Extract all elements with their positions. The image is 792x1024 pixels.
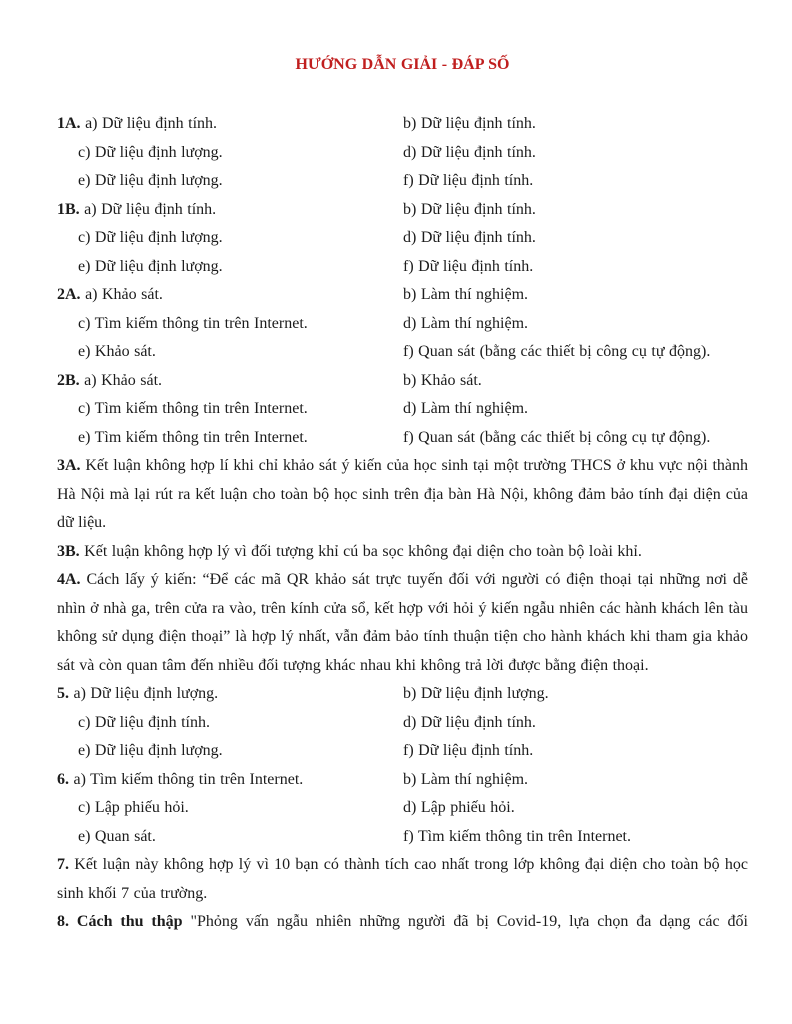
answer-item-left: [57, 680, 403, 709]
answer-text: e) Quan sát.: [78, 827, 156, 845]
answer-item-left: [57, 139, 403, 168]
section-label: 3B.: [57, 542, 80, 560]
answer-item-right: [403, 709, 748, 738]
section-label: 1A.: [57, 115, 81, 132]
answer-item-left: [57, 310, 403, 339]
answer-item-right: [403, 167, 748, 196]
answer-row: [57, 253, 748, 282]
answer-text: c) Lập phiếu hỏi.: [78, 799, 189, 816]
paragraph-text: Kết luận không hợp lí khi chỉ khảo sát ý kiến của học sinh tại một trường THCS ở khu vực nội thành Hà Nội mà lại rút ra kết luận cho toàn bộ học sinh trên địa bàn Hà Nội, không đảm bảo tính đại diện của dữ liệu.: [57, 457, 749, 531]
answer-item-right: [403, 281, 748, 310]
answer-row: [57, 395, 748, 424]
answer-text: d) Lập phiếu hỏi.: [403, 799, 515, 816]
answer-item-left: [57, 794, 403, 823]
answer-text: f) Tìm kiếm thông tin trên Internet.: [403, 827, 631, 845]
answer-row: [57, 281, 748, 310]
answer-item-right: [403, 338, 748, 367]
answer-item-right: [403, 737, 748, 766]
answer-item-right: [403, 395, 748, 424]
answer-row: [57, 766, 748, 795]
answer-text: d) Dữ liệu định tính.: [403, 229, 536, 246]
section-label: 5.: [57, 685, 69, 702]
answer-row: [57, 310, 748, 339]
answer-text: b) Làm thí nghiệm.: [403, 286, 529, 303]
answer-row: [57, 737, 748, 766]
answer-item-right: [403, 196, 748, 225]
answer-item-right: [403, 424, 748, 453]
answer-text: b) Dữ liệu định tính.: [403, 200, 536, 218]
answer-text: b) Dữ liệu định tính.: [403, 115, 536, 132]
answer-text: b) Khảo sát.: [403, 371, 482, 389]
answer-text: a) Dữ liệu định lượng.: [73, 685, 219, 702]
answer-item-left: [57, 395, 403, 424]
answer-row: [57, 139, 748, 168]
answer-item-left: [57, 823, 403, 852]
answer-item-left: [57, 766, 403, 795]
section-label: 7.: [57, 856, 69, 873]
answer-text: c) Tìm kiếm thông tin trên Internet.: [78, 314, 308, 332]
answer-text: e) Dữ liệu định lượng.: [78, 172, 223, 189]
answer-text: d) Dữ liệu định tính.: [403, 143, 536, 161]
answer-item-right: [403, 766, 748, 795]
answer-item-right: [403, 110, 748, 139]
answer-text: a) Dữ liệu định tính.: [84, 200, 217, 218]
answer-item-left: [57, 224, 403, 253]
answer-item-left: [57, 737, 403, 766]
answer-item-right: [403, 139, 748, 168]
answer-item-right: [403, 367, 748, 396]
answer-content: [57, 110, 748, 937]
answer-text: b) Làm thí nghiệm.: [403, 770, 529, 788]
answer-row: [57, 110, 748, 139]
answer-text: d) Dữ liệu định tính.: [403, 713, 536, 731]
answer-text: d) Làm thí nghiệm.: [403, 314, 529, 332]
answer-item-left: [57, 167, 403, 196]
answer-item-left: [57, 424, 403, 453]
paragraph-text: Cách lấy ý kiến: “Để các mã QR khảo sát trực tuyến đối với người có điện thoại tại những nơi dễ nhìn ở nhà ga, trên cửa ra vào, trên kính cửa sổ, kết hợp với hỏi ý kiến ngẫu nhiên các hành khách lên tàu không sử dụng điện thoại” là hợp lý nhất, vẫn đảm bảo tính thuận tiện cho hành khách khi tham gia khảo sát và còn quan tâm đến nhiều đối tượng khác nhau khi không trả lời được bằng điện thoại.: [57, 571, 749, 674]
answer-item-right: [403, 253, 748, 282]
answer-text: a) Dữ liệu định tính.: [85, 115, 218, 132]
answer-item-left: [57, 110, 403, 139]
answer-text: c) Dữ liệu định lượng.: [78, 229, 223, 246]
answer-paragraph: [57, 538, 748, 567]
section-label: 2A.: [57, 286, 81, 303]
section-label: 3A.: [57, 457, 81, 474]
answer-paragraph: [57, 908, 748, 937]
answer-row: [57, 680, 748, 709]
answer-item-right: [403, 794, 748, 823]
answer-item-left: [57, 367, 403, 396]
answer-item-left: [57, 338, 403, 367]
answer-text: f) Dữ liệu định tính.: [403, 172, 534, 189]
answer-text: b) Dữ liệu định lượng.: [403, 685, 549, 702]
answer-row: [57, 367, 748, 396]
paragraph-text: Kết luận không hợp lý vì đối tượng khỉ cú ba sọc không đại diện cho toàn bộ loài khỉ.: [84, 542, 642, 560]
answer-text: f) Quan sát (bằng các thiết bị công cụ tự động).: [403, 343, 711, 360]
answer-text: d) Làm thí nghiệm.: [403, 400, 529, 417]
answer-text: e) Dữ liệu định lượng.: [78, 742, 223, 759]
answer-item-left: [57, 196, 403, 225]
paragraph-text: Kết luận này không hợp lý vì 10 bạn có thành tích cao nhất trong lớp không đại diện cho toàn bộ học sinh khối 7 của trường.: [57, 856, 749, 902]
answer-text: e) Dữ liệu định lượng.: [78, 257, 223, 275]
answer-text: f) Quan sát (bằng các thiết bị công cụ tự động).: [403, 428, 711, 446]
answer-item-left: [57, 253, 403, 282]
page-title: HƯỚNG DẪN GIẢI - ĐÁP SỐ: [295, 56, 510, 73]
answer-text: a) Khảo sát.: [84, 371, 163, 389]
answer-item-right: [403, 224, 748, 253]
answer-text: f) Dữ liệu định tính.: [403, 742, 534, 759]
answer-item-right: [403, 823, 748, 852]
answer-text: f) Dữ liệu định tính.: [403, 257, 534, 275]
answer-row: [57, 338, 748, 367]
answer-row: [57, 709, 748, 738]
answer-row: [57, 167, 748, 196]
answer-row: [57, 196, 748, 225]
section-label: 2B.: [57, 371, 80, 389]
answer-item-right: [403, 680, 748, 709]
answer-text: e) Khảo sát.: [78, 343, 156, 360]
section-label: 4A.: [57, 571, 81, 588]
answer-text: e) Tìm kiếm thông tin trên Internet.: [78, 428, 308, 446]
answer-row: [57, 794, 748, 823]
answer-text: a) Tìm kiếm thông tin trên Internet.: [73, 770, 304, 788]
section-label: 8. Cách thu thập: [57, 913, 183, 930]
answer-item-left: [57, 709, 403, 738]
answer-text: a) Khảo sát.: [85, 286, 163, 303]
answer-item-right: [403, 310, 748, 339]
answer-text: c) Dữ liệu định lượng.: [78, 143, 223, 161]
answer-text: c) Dữ liệu định tính.: [78, 713, 210, 731]
answer-row: [57, 224, 748, 253]
answer-text: c) Tìm kiếm thông tin trên Internet.: [78, 400, 308, 417]
answer-row: [57, 823, 748, 852]
section-label: 1B.: [57, 200, 80, 218]
answer-paragraph: [57, 851, 748, 908]
answer-row: [57, 424, 748, 453]
paragraph-text: "Phỏng vấn ngẫu nhiên những người đã bị Covid-19, lựa chọn đa dạng các đối: [190, 913, 749, 930]
section-label: 6.: [57, 770, 69, 788]
answer-item-left: [57, 281, 403, 310]
answer-paragraph: [57, 566, 748, 680]
answer-paragraph: [57, 452, 748, 538]
